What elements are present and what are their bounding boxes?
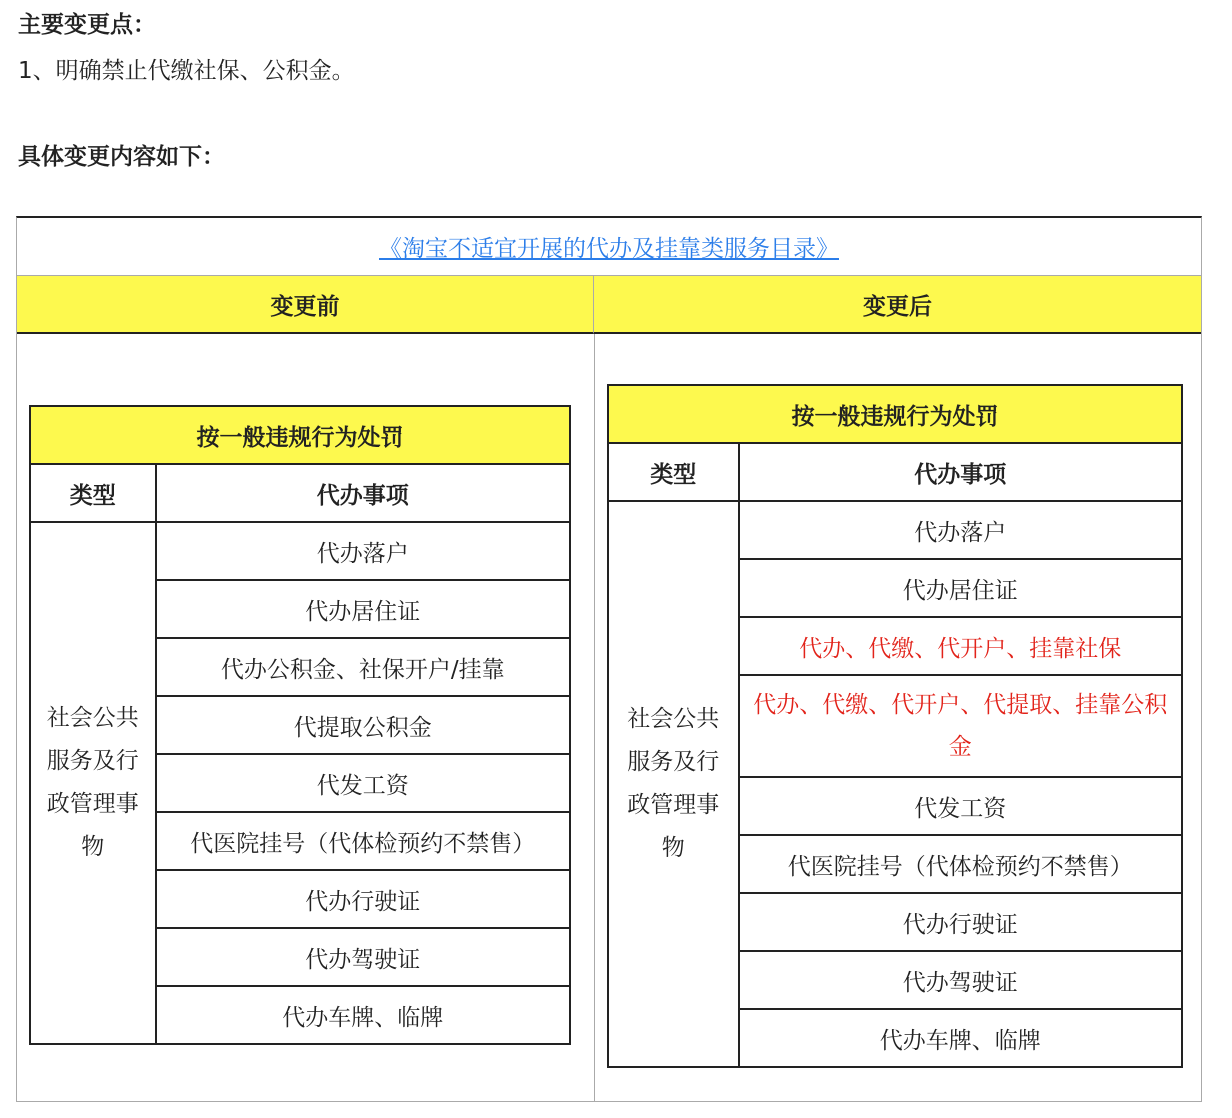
type-text-line: 政管理事 <box>46 791 139 817</box>
before-item: 代办车牌、临牌 <box>156 986 570 1044</box>
type-text-line: 社会公共 <box>46 705 139 731</box>
after-item: 代办落户 <box>739 501 1182 559</box>
after-item: 代办车牌、临牌 <box>739 1009 1182 1067</box>
before-item: 代办公积金、社保开户/挂靠 <box>156 638 570 696</box>
before-col-item: 代办事项 <box>156 464 570 522</box>
after-item: 代办行驶证 <box>739 893 1182 951</box>
catalog-link[interactable]: 《淘宝不适宜开展的代办及挂靠类服务目录》 <box>379 236 839 262</box>
after-col-item: 代办事项 <box>739 443 1182 501</box>
before-item: 代办行驶证 <box>156 870 570 928</box>
before-item: 代提取公积金 <box>156 696 570 754</box>
before-type-cell <box>30 522 156 1044</box>
catalog-title-row <box>17 218 1201 276</box>
after-item-changed-housing-fund: 代办、代缴、代开户、代提取、挂靠公积金 <box>739 675 1182 777</box>
after-item: 代发工资 <box>739 777 1182 835</box>
after-col-type: 类型 <box>608 443 739 501</box>
after-penalty-header: 按一般违规行为处罚 <box>608 385 1182 443</box>
before-col-type: 类型 <box>30 464 156 522</box>
change-point-1: 1、明确禁止代缴社保、公积金。 <box>18 58 355 84</box>
before-item: 代办驾驶证 <box>156 928 570 986</box>
type-text-line: 政管理事 <box>627 792 720 818</box>
after-table <box>607 384 1183 1068</box>
column-divider <box>594 334 595 1102</box>
after-item: 代办驾驶证 <box>739 951 1182 1009</box>
after-item: 代办居住证 <box>739 559 1182 617</box>
detail-heading: 具体变更内容如下： <box>18 144 225 170</box>
before-header: 变更前 <box>17 276 594 334</box>
before-item: 代办居住证 <box>156 580 570 638</box>
type-text-line: 服务及行 <box>46 748 139 774</box>
type-text-line: 服务及行 <box>627 749 720 775</box>
before-item: 代医院挂号（代体检预约不禁售） <box>156 812 570 870</box>
type-text-line: 物 <box>81 834 105 860</box>
before-item: 代办落户 <box>156 522 570 580</box>
after-type-cell <box>608 501 739 1067</box>
type-text-line: 社会公共 <box>627 706 720 732</box>
after-header: 变更后 <box>594 276 1201 334</box>
comparison-table <box>16 216 1202 1102</box>
after-item: 代医院挂号（代体检预约不禁售） <box>739 835 1182 893</box>
type-text-line: 物 <box>661 835 685 861</box>
before-penalty-header: 按一般违规行为处罚 <box>30 406 570 464</box>
after-item-changed-social-security: 代办、代缴、代开户、挂靠社保 <box>739 617 1182 675</box>
main-changes-heading: 主要变更点： <box>18 12 156 38</box>
before-item: 代发工资 <box>156 754 570 812</box>
before-table <box>29 405 571 1045</box>
